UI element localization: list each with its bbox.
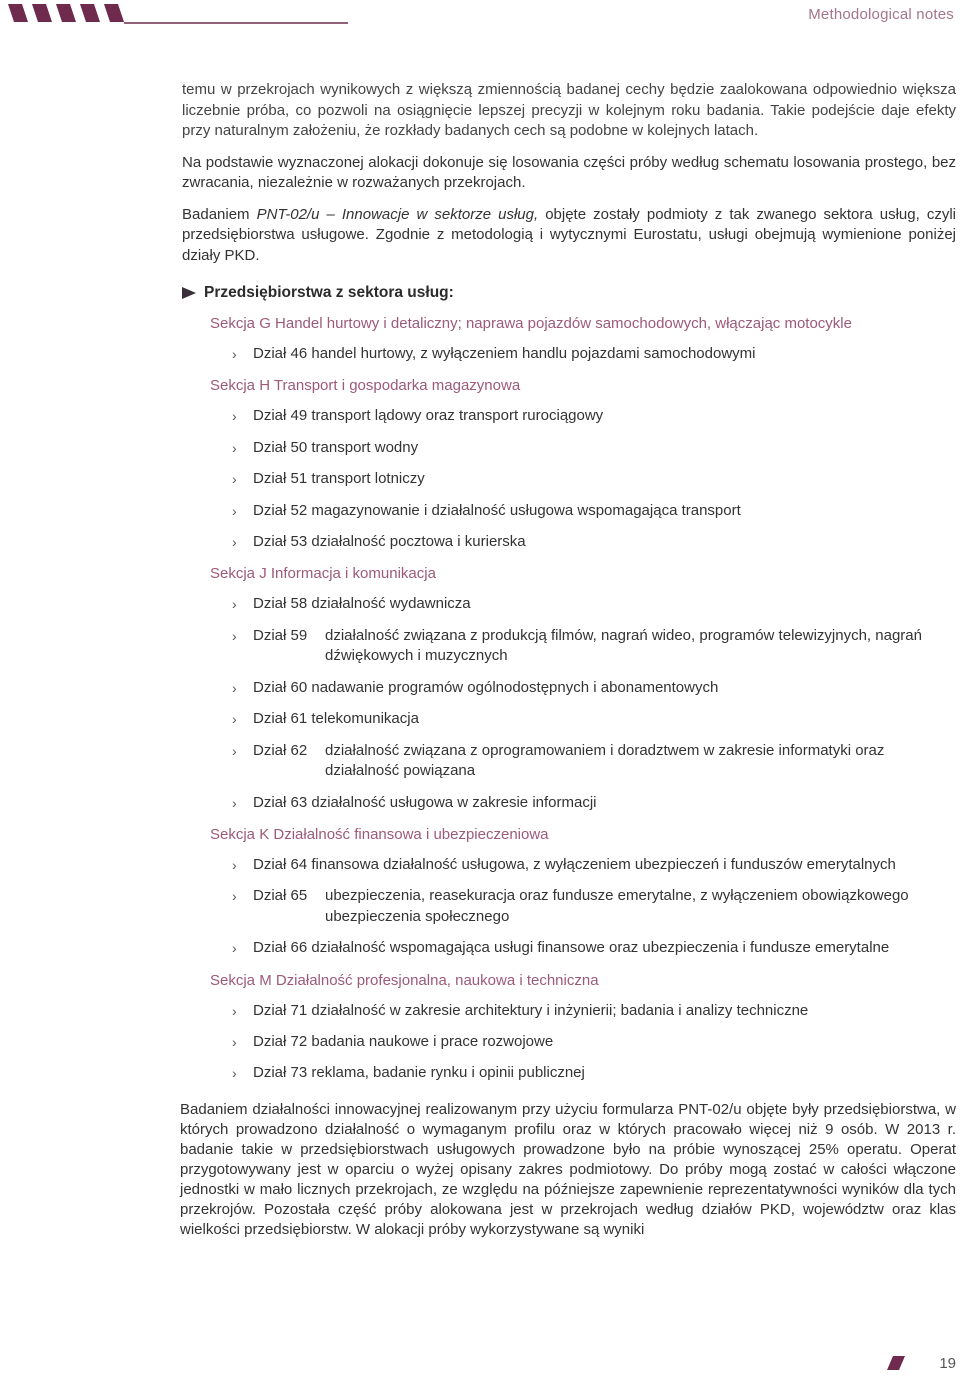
bullet-chevron-icon: › [232,533,237,550]
intro-p3-end: objęte zostały podmioty z tak zwanego sektora usług, czyli przedsiębiorstwa usługowe. Zgodnie z metodologią i wytycznymi Eurostatu, usługi obejmują wymienione poniżej działy PKD. [182,205,956,264]
division-code: Dział 71 [253,1001,308,1019]
sections-list [182,308,956,1090]
division-code: Dział 64 [253,855,308,873]
division-code: Dział 59 [253,626,308,644]
division-code: Dział 58 [253,595,308,613]
bullet-chevron-icon: › [232,742,237,759]
list-item [182,527,956,558]
division-description: działalność związana z oprogramowaniem i doradztwem w zakresie informatyki oraz działalność powiązana [325,741,885,780]
list-item [182,788,956,819]
division-code: Dział 53 [253,532,308,550]
list-item [182,1027,956,1058]
list-item [182,933,956,964]
division-description: badania naukowe i prace rozwojowe [311,1033,554,1051]
division-code: Dział 72 [253,1033,308,1051]
bullet-chevron-icon: › [232,439,237,456]
list-item [182,996,956,1027]
division-description: ubezpieczenia, reasekuracja oraz fundusze emerytalne, z wyłączeniem obowiązkowego ubezpieczenia społecznego [325,887,909,925]
division-description: telekomunikacja [311,710,419,728]
division-code: Dział 65 [253,887,308,905]
bullet-chevron-icon: › [232,471,237,488]
division-code: Dział 62 [253,741,308,759]
triangle-arrow-icon [182,287,196,299]
intro-paragraph-3 [182,205,956,267]
division-code: Dział 63 [253,793,308,811]
bullet-chevron-icon: › [232,679,237,696]
bullet-chevron-icon: › [232,346,237,362]
division-code: Dział 60 [253,678,308,696]
list-item [182,339,956,370]
survey-name: PNT-02/u – Innowacje w sektorze usług, [256,205,539,223]
division-code: Dział 73 [253,1064,308,1082]
division-description: transport lądowy oraz transport rurociągowy [311,407,604,425]
division-description: działalność usługowa w zakresie informacji [311,793,597,811]
bullet-chevron-icon: › [232,596,237,613]
closing-paragraph: Badaniem działalności innowacyjnej realizowanym przy użyciu formularza PNT-02/u objęte były przedsiębiorstwa, w których prowadzono działalność o wymaganym profilu oraz w których pracowało więcej niż 9 osób. W 2013 r. badanie takie w przedsiębiorstwach usługowych prowadzone było na próbie wynoszącej 25% operatu. Operat przygotowywany jest w oparciu o wyżej opisany zakres podmiotowy. Do próby mogą zostać w całości włączone jednostki w mało licznych przekrojach, ze względu na późniejsze zapewnienie reprezentatywności wyników dla tych przekrojów. Pozostała część próby alokowana jest w przekrojach według działów PKD, województw oraz klas wielkości przedsiębiorstw. W alokacji próby wykorzystywane są wyniki [180,1101,956,1238]
division-description: handel hurtowy, z wyłączeniem handlu pojazdami samochodowymi [311,345,756,362]
division-description: finansowa działalność usługowa, z wyłączeniem ubezpieczeń i funduszów emerytalnych [311,855,896,873]
section-title: Sekcja G Handel hurtowy i detaliczny; naprawa pojazdów samochodowych, włączając motocykle [210,315,852,332]
division-description: nadawanie programów ogólnodostępnych i abonamentowych [311,678,719,696]
section-title: Sekcja J Informacja i komunikacja [210,565,436,583]
services-heading [182,282,956,304]
list-item [182,464,956,495]
bullet-chevron-icon: › [232,1034,237,1051]
list-item [182,850,956,881]
bullet-chevron-icon: › [232,502,237,519]
division-code: Dział 51 [253,470,308,488]
bullet-chevron-icon: › [232,711,237,728]
services-heading-label: Przedsiębiorstwa z sektora usług: [204,284,454,301]
main-content [182,80,956,1090]
bullet-chevron-icon: › [232,888,237,905]
section-title: Sekcja H Transport i gospodarka magazynowa [210,377,521,395]
bullet-chevron-icon: › [232,1002,237,1019]
division-description: działalność wydawnicza [311,595,471,613]
list-item [182,673,956,704]
division-code: Dział 52 [253,501,308,519]
division-code: Dział 49 [253,407,308,425]
section-title: Sekcja M Działalność profesjonalna, naukowa i techniczna [210,971,599,989]
bullet-chevron-icon: › [232,627,237,644]
list-item [182,704,956,735]
list-item [182,621,956,673]
division-code: Dział 50 [253,438,308,456]
division-description: działalność pocztowa i kurierska [311,532,526,550]
list-item [182,881,956,933]
division-code: Dział 46 [253,345,308,362]
division-code: Dział 61 [253,710,308,728]
division-description: działalność związana z produkcją filmów, nagrań wideo, programów telewizyjnych, nagrań dźwiękowych i muzycznych [325,626,922,665]
intro-paragraph-1: temu w przekrojach wynikowych z większą zmiennością badanej cechy będzie zaalokowana odpowiednio większa liczebnie próba, co pozwoli na osiągnięcie lepszej precyzji w kolejnym roku badania. Takie podejście daje efekty przy naturalnym założeniu, że rozkłady badanych cech są podobne w kolejnych latach. [182,81,956,139]
list-item [182,401,956,432]
division-code: Dział 66 [253,939,308,957]
bullet-chevron-icon: › [232,1065,237,1082]
division-description: transport lotniczy [311,470,425,488]
division-description: reklama, badanie rynku i opinii publicznej [311,1064,585,1082]
footer-parallelogram-decoration [887,1356,905,1370]
division-description: transport wodny [311,438,419,456]
bullet-chevron-icon: › [232,794,237,811]
list-item [182,433,956,464]
page-number: 19 [939,1355,956,1372]
header-stripes-decoration [8,4,348,26]
bullet-chevron-icon: › [232,940,237,957]
header-title: Methodological notes [808,6,954,23]
section-title: Sekcja K Działalność finansowa i ubezpieczeniowa [210,825,549,843]
division-description: magazynowanie i działalność usługowa wspomagająca transport [311,501,741,519]
list-item [182,1058,956,1089]
intro-paragraph-2: Na podstawie wyznaczonej alokacji dokonuje się losowania części próby według schematu losowania prostego, bez zwracania, niezależnie w rozważanych przekrojach. [182,153,956,191]
intro-p3-start: Badaniem [182,205,257,223]
bullet-chevron-icon: › [232,856,237,873]
division-description: działalność w zakresie architektury i inżynierii; badania i analizy techniczne [311,1001,809,1019]
list-item [182,736,956,788]
division-description: działalność wspomagająca usługi finansowe oraz ubezpieczenia i fundusze emerytalne [311,939,890,957]
bullet-chevron-icon: › [232,408,237,425]
list-item [182,496,956,527]
list-item [182,589,956,620]
